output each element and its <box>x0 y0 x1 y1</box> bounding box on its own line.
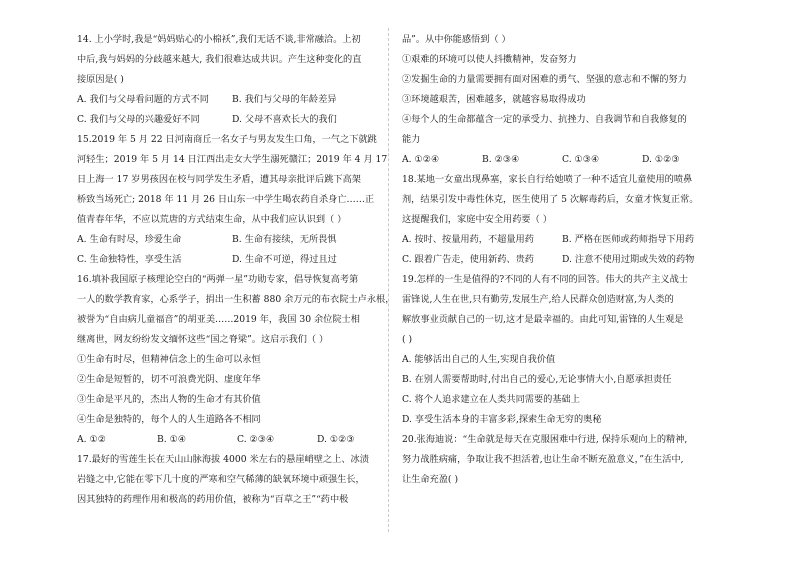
question-14 <box>77 30 395 130</box>
options-row <box>77 230 395 250</box>
option-c: C. ②③④ <box>237 434 275 445</box>
right-column <box>402 30 724 490</box>
question-18 <box>402 170 724 270</box>
option-a: A. 能够活出自己的人生,实现自我价值 <box>402 354 556 365</box>
question-text: 岩缝之中,它能在零下几十度的严寒和空气稀薄的缺氧环境中顽强生长， <box>77 474 365 485</box>
question-text: 16.填补我国原子核理论空白的“两弹一星”功勋专家，倡导恢复高考第 <box>77 274 359 285</box>
options-row <box>402 250 724 270</box>
option-a: A. 生命有时尽，珍爱生命 <box>77 234 182 245</box>
question-text: 一人的数学教育家，心系学子，捐出一生积蓄 880 余万元的布衣院士卢永根， <box>77 294 395 305</box>
statement-item: ②发掘生命的力量需要拥有面对困难的勇气、坚强的意志和不懈的努力 <box>402 74 687 85</box>
question-text: 因其独特的药理作用和极高的药用价值，被称为“百草之王”“药中极 <box>77 494 349 505</box>
option-c: C. ①③④ <box>562 154 600 165</box>
statement-item: ④每个人的生命都蕴含一定的承受力、抗挫力、自我调节和自我修复的 <box>402 114 687 125</box>
option-d: D. ①②③ <box>317 434 355 445</box>
statement-item: ②生命是短暂的，切不可浪费光阴、虚度年华 <box>77 374 261 385</box>
option-d: D. 注意不使用过期或失效的药物 <box>562 254 695 265</box>
question-text: 努力战胜病痛，争取让我不担活着,也让生命不断充盈意义，”在生活中, <box>402 454 684 465</box>
option-c: C. 跟着广告走，使用新药、贵药 <box>402 254 534 265</box>
left-column <box>77 30 395 510</box>
question-text: 接原因是( ) <box>77 74 124 85</box>
option-b: B. 生命有接续，无所畏惧 <box>232 234 337 245</box>
option-c: C. 将个人追求建立在人类共同需要的基础上 <box>402 394 580 405</box>
question-text: 19.怎样的一生是值得的?不同的人有不同的回答。伟大的共产主义战士 <box>402 274 688 285</box>
option-a: A. ①②④ <box>402 154 440 165</box>
option-c: C. 我们与父母的兴趣爱好不同 <box>77 114 200 125</box>
option-d: D. 父母不喜欢长大的我们 <box>232 114 337 125</box>
question-text: 中后,我与妈妈的分歧越来越大, 我们很难达成共识。产生这种变化的直 <box>77 54 362 65</box>
question-17 <box>77 450 395 510</box>
question-text: 这提醒我们，家庭中安全用药要（ ） <box>402 214 552 225</box>
options-row <box>77 110 395 130</box>
statement-item: ①生命有时尽，但精神信念上的生命可以永恒 <box>77 354 261 365</box>
question-text: 20.张海迪说：“生命就是每天在克服困难中行进, 保持乐观向上的精神, <box>402 434 688 445</box>
option-a: A. 按时、按量用药，不超量用药 <box>402 234 534 245</box>
option-c: C. 生命独特性，享受生活 <box>77 254 182 265</box>
statement-item: ③生命是平凡的，杰出人物的生命才有其价值 <box>77 394 261 405</box>
statement-item: ①艰难的环境可以使人抖擞精神，发奋努力 <box>402 54 577 65</box>
question-15 <box>77 130 395 270</box>
question-text: 14. 上小学时,我是“妈妈贴心的小棉袄”,我们无话不谈,非常融洽。上初 <box>77 34 361 45</box>
question-text: 品”。从中你能感悟到（ ） <box>402 34 511 45</box>
option-a: A. ①② <box>77 434 106 445</box>
option-d: D. 生命不可逆，得过且过 <box>232 254 337 265</box>
question-text: 被誉为“自由病儿童福音”的胡亚美……2019 年，我国 30 余位院士相 <box>77 314 360 325</box>
question-17-continued <box>402 30 724 170</box>
question-text: ( ) <box>402 334 413 345</box>
question-text: 河轻生；2019 年 5 月 14 日江西出走女大学生溺死赣江；2019 年 4 月 17 <box>77 154 388 165</box>
statement-item: 能力 <box>402 134 421 145</box>
question-16 <box>77 270 395 450</box>
question-text: 18.某地一女童出现鼻塞，家长自行给她喷了一种不适宜儿童使用的喷鼻 <box>402 174 693 185</box>
question-text: 剂，结果引发中毒性休克，医生使用了 5 次解毒药后，女童才恢复正常。 <box>402 194 699 205</box>
question-text: 让生命充盈( ) <box>402 474 459 485</box>
question-20 <box>402 430 724 490</box>
option-b: B. 我们与父母的年龄差异 <box>232 94 337 105</box>
options-row <box>77 250 395 270</box>
options-row <box>402 230 724 250</box>
question-text: 15.2019 年 5 月 22 日河南商丘一名女子与男友发生口角，一气之下就跳 <box>77 134 377 145</box>
question-19 <box>402 270 724 430</box>
options-row <box>77 430 395 450</box>
option-b: B. ①④ <box>157 434 187 445</box>
option-b: B. 严格在医师或药师指导下用药 <box>562 234 695 245</box>
question-text: 日上海一 17 岁男孩因在校与同学发生矛盾，遭其母亲批评后跳下高架 <box>77 174 361 185</box>
question-text: 17.最好的雪莲生长在天山山脉海拔 4000 米左右的悬崖峭壁之上、冰渍 <box>77 454 369 465</box>
option-b: B. 在别人需要帮助时,付出自己的爱心,无论事情大小,自愿承担责任 <box>402 374 672 385</box>
option-d: D. 享受生活本身的丰富多彩,探索生命无穷的奥秘 <box>402 414 602 425</box>
question-text: 值青春年华，不应以荒唐的方式结束生命，从中我们应认识到（ ） <box>77 214 347 225</box>
statement-item: ④生命是独特的，每个人的人生道路各不相同 <box>77 414 261 425</box>
option-a: A. 我们与父母看问题的方式不同 <box>77 94 209 105</box>
option-b: B. ②③④ <box>482 154 520 165</box>
options-row <box>77 90 395 110</box>
option-d: D. ①②③ <box>642 154 680 165</box>
question-text: 雷锋说,人生在世,只有勤劳,发展生产,给人民群众创造财富,为人类的 <box>402 294 674 305</box>
statement-item: ③环境越艰苦，困难越多，就越容易取得成功 <box>402 94 586 105</box>
question-text: 桥致当场死亡; 2018 年 11 月 26 日山东一中学生喝农药自杀身亡……正 <box>77 194 375 205</box>
options-row <box>402 150 724 170</box>
question-text: 继离世，网友纷纷发文缅怀这些“国之脊梁”。这启示我们（ ） <box>77 334 329 345</box>
question-text: 解放事业贡献自己的一切,这才是最幸福的。由此可知,雷锋的人生观是 <box>402 314 684 325</box>
